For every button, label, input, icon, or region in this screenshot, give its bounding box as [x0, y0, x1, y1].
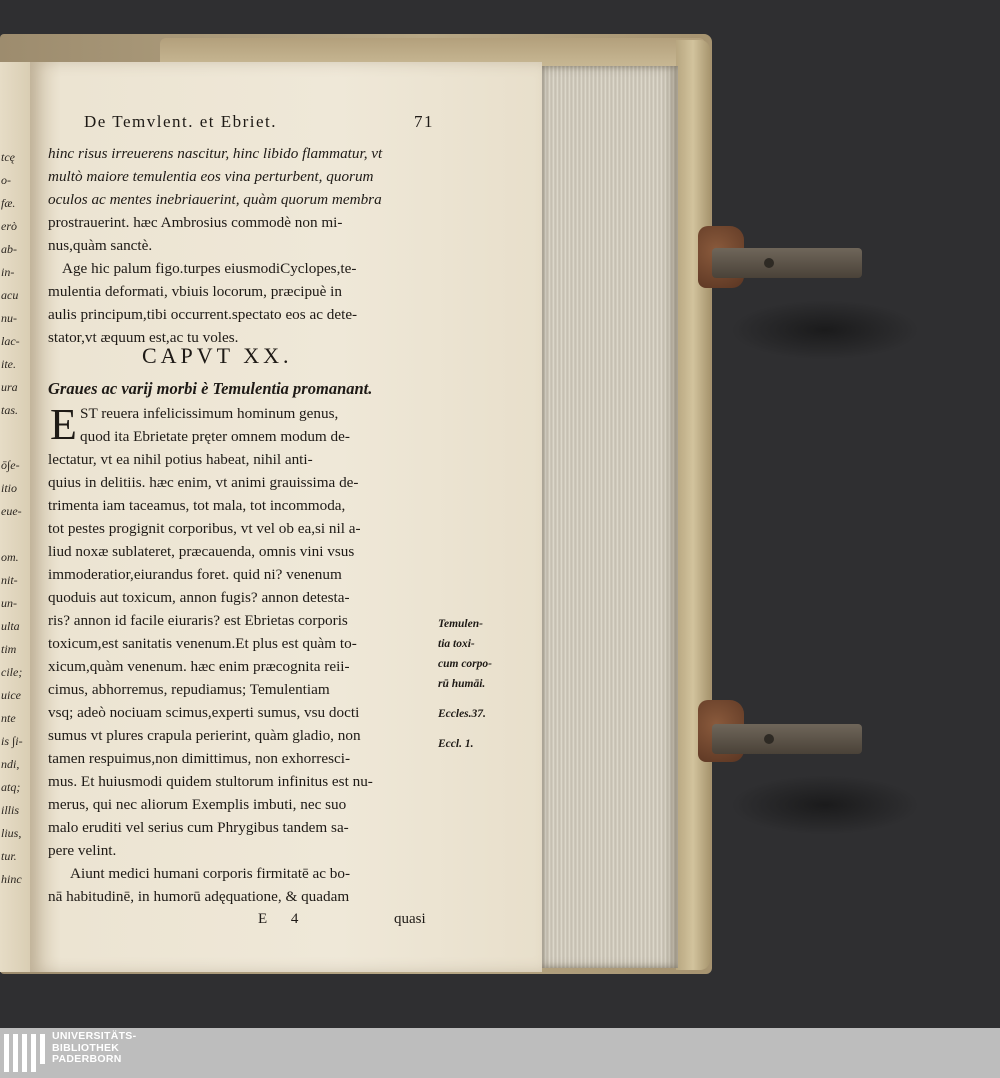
text-line: liud noxæ sublateret, præcauenda, omnis vini vsus	[48, 543, 355, 560]
text-line: ST reuera infelicissimum hominum genus,	[80, 405, 339, 422]
clasp-rivet	[764, 258, 774, 268]
running-head	[84, 112, 434, 132]
text-line: merus, qui nec aliorum Exemplis imbuti, nec suo	[48, 796, 347, 813]
text-line: quius in delitiis. hæc enim, vt animi grauissima de-	[48, 474, 359, 491]
book-fore-edge-cover	[676, 40, 710, 970]
margin-note: tia toxi-	[438, 638, 475, 650]
drop-cap: E	[50, 400, 77, 449]
left-fragment: ndi,	[1, 757, 20, 771]
text-line: tamen respuimus,non dimittimus, non exhorresci-	[48, 750, 351, 767]
page-number: 71	[414, 112, 434, 131]
library-footer-banner	[0, 1028, 1000, 1078]
clasp-shadow	[730, 300, 920, 360]
library-name-line3: PADERBORN	[52, 1053, 122, 1065]
left-fragment: nte	[1, 711, 16, 725]
left-fragment: cile;	[1, 665, 23, 679]
text-line: ris? annon id facile eiuraris? est Ebrietas corporis	[48, 612, 348, 629]
clasp-rivet	[764, 734, 774, 744]
text-line: nā habitudinē, in humorū adęquatione, & quadam	[48, 888, 350, 905]
margin-note: cum corpo-	[438, 658, 492, 670]
margin-note: Eccles.37.	[438, 708, 486, 720]
text-line: quoduis aut toxicum, annon fugis? annon detesta-	[48, 589, 350, 606]
left-fragment: in-	[1, 265, 15, 279]
left-fragment: ulta	[1, 619, 20, 633]
chapter-title: CAPVT XX.	[142, 343, 293, 368]
text-line: xicum,quàm venenum. hæc enim præcognita reii-	[48, 658, 350, 675]
margin-note: Temulen-	[438, 618, 483, 630]
text-line: mulentia deformati, vbiuis locorum, præcipuè in	[48, 283, 342, 300]
clasp-strap	[712, 724, 862, 754]
text-line: vsq; adeò nociuam scimus,experti sumus, vsu docti	[48, 704, 360, 721]
text-line: cimus, abhorremus, repudiamus; Temulentiam	[48, 681, 330, 698]
text-line: lectatur, vt ea nihil potius habeat, nihil anti-	[48, 451, 313, 468]
margin-note: Eccl. 1.	[438, 738, 474, 750]
left-fragment: acu	[1, 288, 19, 302]
left-fragment: ō∫e-	[1, 458, 20, 472]
library-name-line1: UNIVERSITÄTS-	[52, 1030, 137, 1042]
left-fragment: eue-	[1, 504, 22, 518]
catchword: quasi	[394, 911, 426, 927]
text-line: trimenta iam taceamus, tot mala, tot incommoda,	[48, 497, 346, 514]
clasp-strap	[712, 248, 862, 278]
text-line: sumus vt plures crapula perierint, quàm gladio, non	[48, 727, 361, 744]
signature-mark: E 4	[258, 911, 309, 927]
left-fragment: atq;	[1, 780, 21, 794]
left-fragment: itio	[1, 481, 18, 495]
text-line: stator,vt æquum est,ac tu voles.	[48, 329, 239, 346]
text-line: quod ita Ebrietate pręter omnem modum de-	[80, 428, 350, 445]
chapter-subheading: Graues ac varij morbi è Temulentia promanant.	[48, 379, 373, 398]
library-name	[52, 1031, 136, 1066]
library-logo-icon	[0, 1034, 46, 1072]
left-fragment: hinc	[1, 872, 22, 886]
lower-clasp	[698, 694, 873, 764]
left-fragment: illis	[1, 803, 20, 817]
library-name-line2: BIBLIOTHEK	[52, 1041, 120, 1054]
text-line: oculos ac mentes inebriauerint, quàm quorum membra	[48, 191, 382, 208]
text-line: malo eruditi vel serius cum Phrygibus tandem sa-	[48, 819, 349, 836]
left-fragment: tur.	[1, 849, 17, 863]
clasp-shadow	[730, 775, 920, 835]
left-fragment: uice	[1, 688, 21, 702]
left-fragment: is ∫i-	[1, 734, 23, 748]
left-fragment: om.	[1, 550, 19, 564]
left-fragment: fæ.	[1, 196, 16, 210]
upper-clasp	[698, 226, 873, 296]
left-fragment: ura	[1, 380, 18, 394]
left-fragment: o-	[1, 173, 11, 187]
left-fragment: tcę	[1, 150, 15, 164]
left-fragment: lac-	[1, 334, 20, 348]
text-line: mus. Et huiusmodi quidem stultorum infinitus est nu-	[48, 773, 373, 790]
running-head-title: De Temvlent. et Ebriet.	[84, 112, 278, 131]
page-edges	[540, 66, 678, 968]
left-fragment: ab-	[1, 242, 17, 256]
text-line: prostrauerint. hæc Ambrosius commodè non mi-	[48, 214, 343, 231]
text-line: Age hic palum figo.turpes eiusmodiCyclopes,te-	[62, 260, 357, 277]
text-line: toxicum,est sanitatis venenum.Et plus est quàm to-	[48, 635, 357, 652]
left-fragment: tas.	[1, 403, 19, 417]
left-fragment: erò	[1, 219, 17, 233]
text-line: pere velint.	[48, 842, 117, 859]
margin-note: rū humāi.	[438, 678, 486, 690]
text-line: immoderatior,eiurandus foret. quid ni? venenum	[48, 566, 342, 583]
left-fragment: nit-	[1, 573, 18, 587]
text-line: hinc risus irreuerens nascitur, hinc libido flammatur, vt	[48, 145, 383, 162]
left-fragment: nu-	[1, 311, 17, 325]
left-fragment: lius,	[1, 826, 22, 840]
left-fragment: un-	[1, 596, 17, 610]
left-fragment: ite.	[1, 357, 16, 371]
text-line: Aiunt medici humani corporis firmitatē ac bo-	[70, 865, 351, 882]
left-fragment: tim	[1, 642, 17, 656]
text-line: tot pestes progignit corporibus, vt vel ob ea,si nil a-	[48, 520, 361, 537]
text-line: nus,quàm sanctè.	[48, 237, 153, 254]
text-line: multò maiore temulentia eos vina perturbent, quorum	[48, 168, 374, 185]
text-line: aulis principum,tibi occurrent.spectato eos ac dete-	[48, 306, 358, 323]
